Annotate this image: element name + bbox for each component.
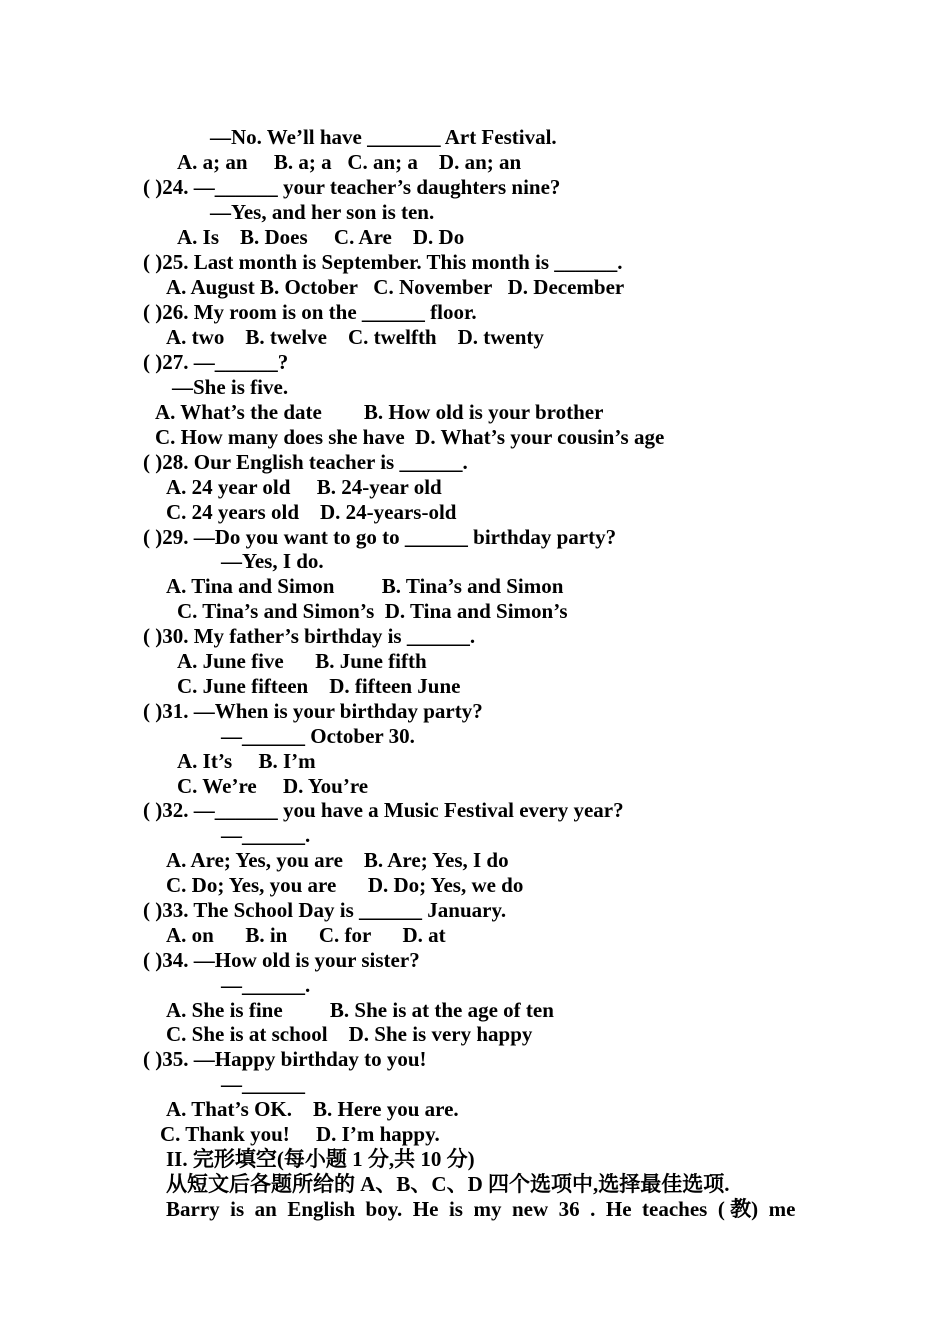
text-line: A. That’s OK. B. Here you are.: [166, 1097, 459, 1121]
text-line: C. Do; Yes, you are D. Do; Yes, we do: [166, 873, 524, 897]
text-line: ( )28. Our English teacher is ______.: [143, 450, 468, 474]
text-line: A. It’s B. I’m: [177, 749, 316, 773]
text-line: A. Are; Yes, you are B. Are; Yes, I do: [166, 848, 509, 872]
text-line: ( )35. —Happy birthday to you!: [143, 1047, 427, 1071]
text-line: A. What’s the date B. How old is your brother: [155, 400, 604, 424]
text-line: C. Thank you! D. I’m happy.: [160, 1122, 440, 1146]
text-line: —______: [221, 1072, 305, 1096]
text-line: ( )29. —Do you want to go to ______ birthday party?: [143, 525, 617, 549]
text-line: ( )31. —When is your birthday party?: [143, 699, 483, 723]
text-line: —Yes, and her son is ten.: [210, 200, 435, 224]
text-line: ( )33. The School Day is ______ January.: [143, 898, 507, 922]
text-line: —______.: [221, 973, 311, 997]
text-line: ( )32. —______ you have a Music Festival every year?: [143, 798, 624, 822]
text-line: A. Tina and Simon B. Tina’s and Simon: [166, 574, 564, 598]
text-line: —______ October 30.: [221, 724, 415, 748]
text-line: —______.: [221, 823, 311, 847]
text-line: C. She is at school D. She is very happy: [166, 1022, 533, 1046]
text-line: A. two B. twelve C. twelfth D. twenty: [166, 325, 544, 349]
text-line: C. June fifteen D. fifteen June: [177, 674, 461, 698]
text-line: 从短文后各题所给的 A、B、C、D 四个选项中,选择最佳选项.: [166, 1172, 730, 1196]
text-line: A. She is fine B. She is at the age of ten: [166, 998, 554, 1022]
text-line: —Yes, I do.: [221, 549, 324, 573]
text-line: —She is five.: [172, 375, 289, 399]
text-line: ( )24. —______ your teacher’s daughters nine?: [143, 175, 561, 199]
text-line: C. We’re D. You’re: [177, 774, 369, 798]
text-line: A. Is B. Does C. Are D. Do: [177, 225, 465, 249]
text-line: A. on B. in C. for D. at: [166, 923, 446, 947]
text-line: ( )26. My room is on the ______ floor.: [143, 300, 477, 324]
text-line: ( )34. —How old is your sister?: [143, 948, 420, 972]
text-line: C. 24 years old D. 24-years-old: [166, 500, 457, 524]
text-line: A. 24 year old B. 24-year old: [166, 475, 442, 499]
text-line: ( )30. My father’s birthday is ______.: [143, 624, 476, 648]
text-line: C. Tina’s and Simon’s D. Tina and Simon’s: [177, 599, 568, 623]
text-line: C. How many does she have D. What’s your cousin’s age: [155, 425, 665, 449]
text-line: A. August B. October C. November D. December: [166, 275, 625, 299]
text-line: ( )25. Last month is September. This month is ______.: [143, 250, 623, 274]
text-line: II. 完形填空(每小题 1 分,共 10 分): [166, 1147, 475, 1171]
text-line: —No. We’ll have _______ Art Festival.: [210, 125, 557, 149]
text-line: A. June five B. June fifth: [177, 649, 427, 673]
text-line: A. a; an B. a; a C. an; a D. an; an: [177, 150, 522, 174]
text-line: ( )27. —______?: [143, 350, 289, 374]
text-line: Barry is an English boy. He is my new 36 . He teaches ( 教) me: [166, 1197, 796, 1221]
